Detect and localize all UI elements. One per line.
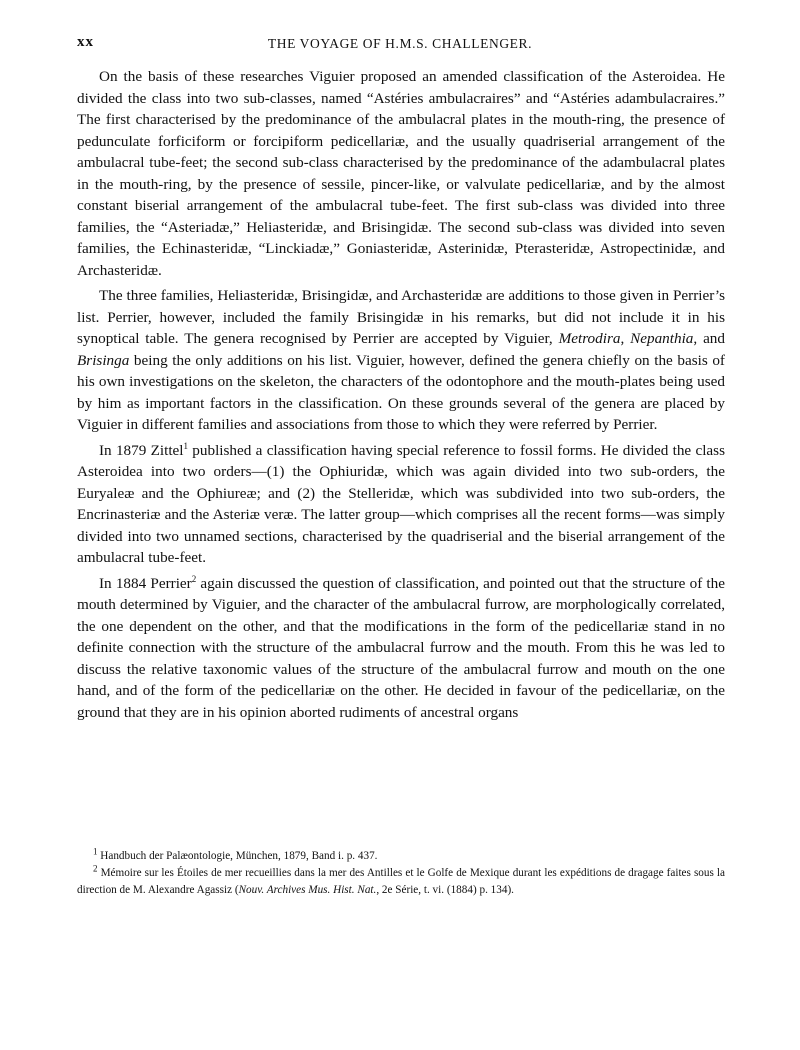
- footnote-marker: 1: [93, 846, 98, 857]
- paragraph-1: On the basis of these researches Viguier proposed an amended classification of the Asteroidea. He divided the class into two sub-classes, named “Astéries ambulacraires” and “Astéries adambulacraires.” The first characterised by the predominance of the ambulacral plates in the mouth-ring, the presence of pedunculate forficiform or forcipiform pedicellariæ, and the usually quadriserial arrangement of the ambulacral tube-feet; the second sub-class characterised by the predominance of the adambulacral plates in the mouth-ring, by the presence of sessile, pincer-like, or valvulate pedicellariæ, and by the almost constant biserial arrangement of the ambulacral tube-feet. The first sub-class was divided into three families, the “Asteriadæ,” Heliasteridæ, and Brisingidæ. The second sub-class was divided into seven families, the Echinasteridæ, “Linckiadæ,” Goniasteridæ, Asterinidæ, Pterasteridæ, Astropectinidæ, and Archasteridæ.: [77, 68, 725, 279]
- genus-name: Nepanthia: [630, 330, 694, 347]
- text-run: again discussed the question of classification, and pointed out that the structure of the mouth determined by Viguier, and the character of the ambulacral furrow, are morphologically correlated, the one dependent on the other, and that the modifications in the form of the pedicellariæ stand in no definite connection with the structure of the ambulacral furrow and the mouth. From this he was led to discuss the relative taxonomic values of the structure of the ambulacral furrow and mouth on the one hand, and of the form of the pedicellariæ on the other. He decided in favour of the pedicellariæ, on the ground that they are in his opinion aborted rudiments of ancestral organs: [77, 574, 725, 721]
- footnote-text: , 2e Série, t. vi. (1884) p. 134).: [376, 884, 514, 896]
- text-run: The three families, Heliasteridæ, Brisingidæ, and Archasteridæ are additions to those given in Perrier’s list. Perrier, however, included the family Brisingidæ in his remarks, but did not include it in his synoptical table. The genera recognised by Perrier are accepted by Viguier,: [77, 287, 725, 347]
- text-run: ,: [620, 330, 631, 347]
- text-run: In 1884 Perrier: [99, 574, 192, 592]
- footnote-2: [77, 865, 725, 899]
- footnote-text: Handbuch der Palæontologie, München, 1879, Band i. p. 437.: [100, 850, 378, 862]
- genus-name: Metrodira: [558, 330, 621, 347]
- text-run: being the only additions on his list. Viguier, however, defined the genera chiefly on the basis of his own investigations on the skeleton, the characters of the odontophore and the mouth-plates being used by him as important factors in the classification. On these grounds several of the genera are placed by Viguier in different families and associations from those to which they were referred by Perrier.: [77, 351, 725, 433]
- footnote-ref: 1: [183, 440, 189, 451]
- body-text: [77, 66, 725, 727]
- footnote-1: [77, 848, 725, 865]
- running-title: THE VOYAGE OF H.M.S. CHALLENGER.: [267, 36, 533, 51]
- text-run: In 1879 Zittel: [99, 441, 184, 459]
- footnote-ref: 2: [191, 573, 197, 584]
- page-header: [0, 34, 800, 58]
- text-run: published a classification having special reference to fossil forms. He divided the class Asteroidea into two orders—(1) the Ophiuridæ, which was again divided into two sub-orders, the Euryaleæ and the Ophiureæ; and (2) the Stelleridæ, which was subdivided into two sub-orders, the Encrinasteriæ and the Asteriæ veræ. The latter group—which comprises all the recent forms—was simply divided into two unnamed sections, characterised by the quadriserial and the biserial arrangement of the ambulacral tube-feet.: [77, 441, 725, 566]
- genus-name: Brisinga: [77, 351, 130, 369]
- page-number: xx: [77, 34, 94, 50]
- text-run: , and: [693, 330, 725, 347]
- footnote-marker: 2: [93, 863, 98, 874]
- paragraph-2: [77, 285, 725, 436]
- footnote-text: Mémoire sur les Étoiles de mer recueillies dans la mer des Antilles et le Golfe de Mexique durant les expéditions de dragage faites sous la direction de M. Alexandre Agassiz (: [77, 867, 726, 896]
- footnotes: [77, 848, 725, 899]
- journal-title: Nouv. Archives Mus. Hist. Nat.: [238, 884, 377, 896]
- paragraph-4: [77, 573, 725, 724]
- paragraph-3: [77, 440, 725, 569]
